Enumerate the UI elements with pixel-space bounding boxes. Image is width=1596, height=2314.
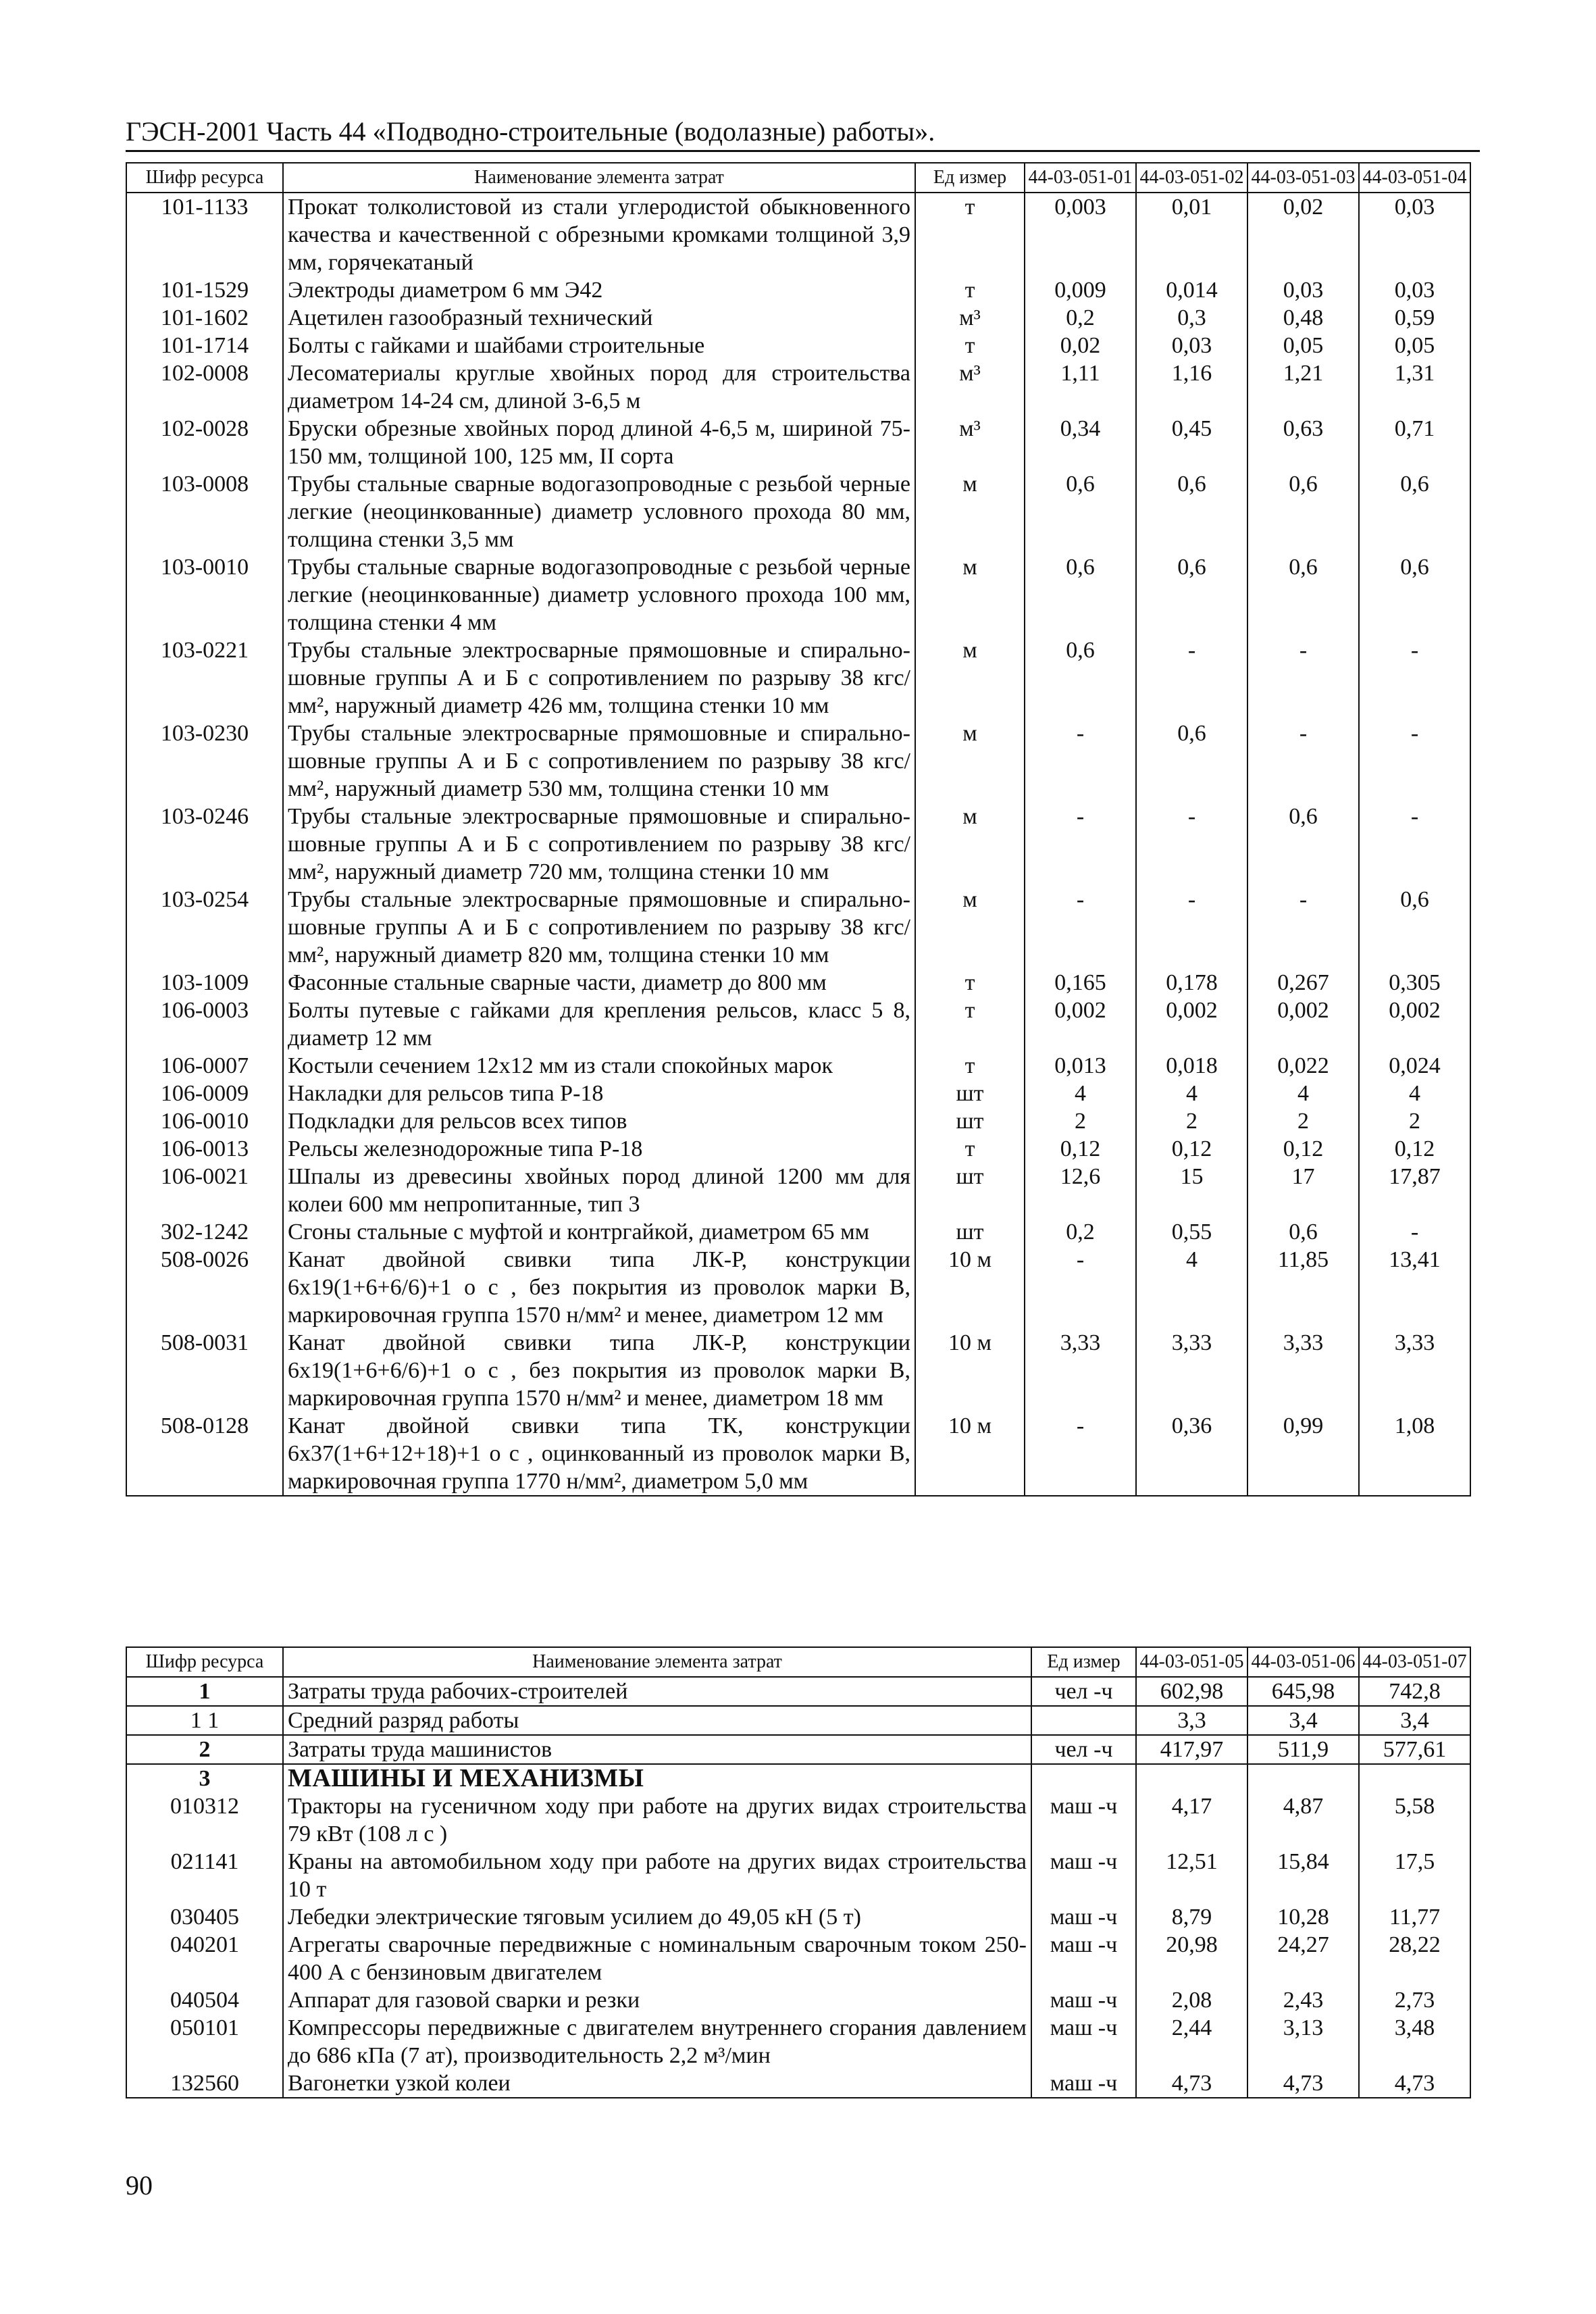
resource-unit: маш -ч [1031,1848,1136,1903]
column-header-name: Наименование элемента затрат [283,1647,1031,1677]
norm-value-v1: 0,013 [1025,1052,1136,1080]
norm-value-v1: 0,009 [1025,276,1136,304]
norm-value-v4: - [1359,1218,1470,1246]
resource-code: 103-0221 [126,636,283,720]
resource-code: 106-0021 [126,1163,283,1218]
table-row [126,1163,1470,1218]
norm-value-v1: 0,6 [1025,553,1136,636]
resource-unit: т [915,1052,1025,1080]
resource-unit: чел -ч [1031,1677,1136,1706]
resource-name: Затраты труда машинистов [283,1735,1031,1764]
resource-unit: т [915,193,1025,276]
norm-value-v2: 4 [1136,1080,1247,1107]
column-header-v2: 44-03-051-02 [1136,163,1247,193]
resource-code: 106-0003 [126,997,283,1052]
table-row [126,1931,1470,1986]
resource-name: Фасонные стальные сварные части, диаметр до 800 мм [283,969,915,997]
norm-value-v3: - [1247,720,1359,803]
resource-name: Рельсы железнодорожные типа Р-18 [283,1135,915,1163]
norm-value-v3: 0,6 [1247,803,1359,886]
norm-value-v4: 13,41 [1359,1246,1470,1329]
norm-value-v4: 0,6 [1359,470,1470,553]
norm-value-v3: 0,02 [1247,193,1359,276]
column-header-v4: 44-03-051-04 [1359,163,1470,193]
resource-unit: т [915,332,1025,359]
resource-code: 103-1009 [126,969,283,997]
norm-value-v2: 10,28 [1247,1903,1359,1931]
page-number: 90 [126,2170,153,2200]
resource-code: 030405 [126,1903,283,1931]
norm-value-v2: - [1136,886,1247,969]
norm-value-v3: 0,48 [1247,304,1359,332]
table-header-row [126,1647,1470,1677]
norm-value-v3: 4,73 [1359,2069,1470,2098]
norm-value-v3: 3,33 [1247,1329,1359,1412]
norm-value-v4: 2 [1359,1107,1470,1135]
column-header-v3: 44-03-051-03 [1247,163,1359,193]
resource-code: 103-0246 [126,803,283,886]
resource-name: Лесоматериалы круглые хвойных пород для строительства диаметром 14-24 см, длиной 3-6,5 м [283,359,915,415]
norm-value-v3: 3,48 [1359,2014,1470,2069]
norm-value-v4: 0,03 [1359,276,1470,304]
resource-name: Подкладки для рельсов всех типов [283,1107,915,1135]
table-row [126,1218,1470,1246]
norm-value-v4: 0,03 [1359,193,1470,276]
table-row [126,720,1470,803]
norm-value-v3: 0,12 [1247,1135,1359,1163]
norm-value-v3 [1359,1764,1470,1792]
norm-value-v1: 417,97 [1136,1735,1247,1764]
resource-unit: чел -ч [1031,1735,1136,1764]
resource-unit: м [915,720,1025,803]
norm-value-v4: 0,12 [1359,1135,1470,1163]
resource-name: Тракторы на гусеничном ходу при работе на других видах строительства 79 кВт (108 л с ) [283,1792,1031,1848]
norm-value-v3: 11,85 [1247,1246,1359,1329]
resource-code: 1 [126,1677,283,1706]
resource-unit: маш -ч [1031,1986,1136,2014]
table-row [126,1677,1470,1706]
norm-value-v3: 2 [1247,1107,1359,1135]
norm-value-v2: 0,12 [1136,1135,1247,1163]
table-row [126,1848,1470,1903]
norm-value-v2: 3,4 [1247,1706,1359,1735]
norm-value-v2: 4 [1136,1246,1247,1329]
norm-value-v2: 4,87 [1247,1792,1359,1848]
resource-unit: шт [915,1107,1025,1135]
norm-value-v4: - [1359,720,1470,803]
table-row [126,1735,1470,1764]
norm-value-v4: 0,71 [1359,415,1470,470]
norm-value-v1: 12,51 [1136,1848,1247,1903]
norm-value-v2: 15,84 [1247,1848,1359,1903]
norm-value-v4: 1,08 [1359,1412,1470,1496]
norm-value-v3: 0,6 [1247,470,1359,553]
resource-name: Затраты труда рабочих-строителей [283,1677,1031,1706]
norm-value-v1: 0,2 [1025,1218,1136,1246]
resource-unit: маш -ч [1031,1792,1136,1848]
resource-code: 103-0230 [126,720,283,803]
norm-value-v1: - [1025,886,1136,969]
norm-value-v1: 3,33 [1025,1329,1136,1412]
norm-value-v1: 0,6 [1025,636,1136,720]
norm-value-v3: 0,6 [1247,553,1359,636]
norm-value-v2: 1,16 [1136,359,1247,415]
resource-name: Трубы стальные сварные водогазопроводные с резьбой черные легкие (неоцинкованные) диаметр условного прохода 100 мм, толщина стенки 4 мм [283,553,915,636]
resource-unit: шт [915,1163,1025,1218]
resource-unit: м [915,636,1025,720]
norm-value-v4: 0,305 [1359,969,1470,997]
resource-code: 102-0008 [126,359,283,415]
table-row [126,1080,1470,1107]
resource-name: Аппарат для газовой сварки и резки [283,1986,1031,2014]
resource-unit: маш -ч [1031,2014,1136,2069]
table-row [126,886,1470,969]
norm-value-v3: 17 [1247,1163,1359,1218]
resource-name: Компрессоры передвижные с двигателем внутреннего сгорания давлением до 686 кПа (7 ат), производительность 2,2 м³/мин [283,2014,1031,2069]
resource-unit: м [915,470,1025,553]
page-header: ГЭСН-2001 Часть 44 «Подводно-строительные (водолазные) работы». [126,116,935,147]
norm-value-v4: - [1359,636,1470,720]
resource-code: 508-0128 [126,1412,283,1496]
resource-unit: маш -ч [1031,1903,1136,1931]
table-row [126,2069,1470,2098]
resource-name: МАШИНЫ И МЕХАНИЗМЫ [283,1764,1031,1792]
norm-value-v1: 4 [1025,1080,1136,1107]
norm-value-v2: 3,33 [1136,1329,1247,1412]
norm-value-v3: 0,6 [1247,1218,1359,1246]
norm-value-v1: 4,17 [1136,1792,1247,1848]
norm-value-v1: 20,98 [1136,1931,1247,1986]
norm-value-v2: 2,43 [1247,1986,1359,2014]
norm-value-v1: - [1025,803,1136,886]
resource-unit: шт [915,1218,1025,1246]
table-header-row [126,163,1470,193]
table-row [126,193,1470,276]
resource-name: Агрегаты сварочные передвижные с номинальным сварочным током 250-400 А с бензиновым двигателем [283,1931,1031,1986]
resource-code: 010312 [126,1792,283,1848]
resource-code: 101-1602 [126,304,283,332]
norm-value-v1: 4,73 [1136,2069,1247,2098]
norm-value-v3: 577,61 [1359,1735,1470,1764]
resource-unit: т [915,969,1025,997]
table-row [126,1107,1470,1135]
norm-value-v1: 0,6 [1025,470,1136,553]
resource-name: Костыли сечением 12x12 мм из стали спокойных марок [283,1052,915,1080]
norm-value-v3: 3,4 [1359,1706,1470,1735]
resource-code: 103-0010 [126,553,283,636]
resource-code: 106-0007 [126,1052,283,1080]
norm-value-v3: 4 [1247,1080,1359,1107]
resource-unit: м³ [915,415,1025,470]
norm-value-v1: - [1025,720,1136,803]
resource-unit: маш -ч [1031,1931,1136,1986]
norm-value-v3: - [1247,886,1359,969]
norm-value-v3: 742,8 [1359,1677,1470,1706]
resource-unit: т [915,997,1025,1052]
norm-value-v1: 8,79 [1136,1903,1247,1931]
norm-value-v2: 2 [1136,1107,1247,1135]
column-header-code: Шифр ресурса [126,163,283,193]
norm-value-v2: 0,6 [1136,553,1247,636]
resource-code: 101-1133 [126,193,283,276]
norm-value-v3: 11,77 [1359,1903,1470,1931]
table-row [126,1903,1470,1931]
resource-unit: м³ [915,304,1025,332]
resource-name: Краны на автомобильном ходу при работе на других видах строительства 10 т [283,1848,1031,1903]
norm-value-v2: 0,6 [1136,470,1247,553]
table-row [126,276,1470,304]
resource-name: Прокат толколистовой из стали углеродистой обыкновенного качества и качественной с обрезными кромками толщиной 3,9 мм, горячекатаный [283,193,915,276]
resource-unit: шт [915,1080,1025,1107]
table-row [126,1246,1470,1329]
table-row [126,470,1470,553]
norm-value-v3: 1,21 [1247,359,1359,415]
resource-code: 106-0009 [126,1080,283,1107]
resource-code: 508-0031 [126,1329,283,1412]
resource-unit: м [915,553,1025,636]
table-row [126,997,1470,1052]
table-row [126,304,1470,332]
norm-value-v1: 0,002 [1025,997,1136,1052]
resource-code: 508-0026 [126,1246,283,1329]
resource-code: 3 [126,1764,283,1792]
resource-unit: м³ [915,359,1025,415]
norm-value-v2: 0,6 [1136,720,1247,803]
norm-value-v1: 12,6 [1025,1163,1136,1218]
norm-value-v1: 1,11 [1025,359,1136,415]
table-row [126,553,1470,636]
resource-name: Средний разряд работы [283,1706,1031,1735]
resource-name: Электроды диаметром 6 мм Э42 [283,276,915,304]
norm-value-v2: 0,03 [1136,332,1247,359]
resource-unit: 10 м [915,1412,1025,1496]
norm-value-v4: 0,6 [1359,886,1470,969]
resource-code: 021141 [126,1848,283,1903]
norm-value-v1 [1136,1764,1247,1792]
norm-value-v4: - [1359,803,1470,886]
norm-value-v3: 17,5 [1359,1848,1470,1903]
table-row [126,803,1470,886]
resource-unit: 10 м [915,1246,1025,1329]
resource-name: Трубы стальные электросварные прямошовные и спирально-шовные группы А и Б с сопротивлением по разрыву 38 кгс/мм², наружный диаметр 426 мм, толщина стенки 10 мм [283,636,915,720]
norm-value-v2: 0,45 [1136,415,1247,470]
resource-name: Вагонетки узкой колеи [283,2069,1031,2098]
norm-value-v1: 602,98 [1136,1677,1247,1706]
norm-value-v3: 5,58 [1359,1792,1470,1848]
resource-unit: м [915,803,1025,886]
norm-value-v1: 2,08 [1136,1986,1247,2014]
resource-name: Ацетилен газообразный технический [283,304,915,332]
resource-code: 102-0028 [126,415,283,470]
resource-unit [1031,1764,1136,1792]
norm-value-v2: 0,014 [1136,276,1247,304]
resource-name: Сгоны стальные с муфтой и контргайкой, диаметром 65 мм [283,1218,915,1246]
resource-name: Лебедки электрические тяговым усилием до 49,05 кН (5 т) [283,1903,1031,1931]
resource-name: Трубы стальные электросварные прямошовные и спирально-шовные группы А и Б с сопротивлением по разрыву 38 кгс/мм², наружный диаметр 720 мм, толщина стенки 10 мм [283,803,915,886]
norm-value-v2: 0,55 [1136,1218,1247,1246]
norm-value-v2: - [1136,803,1247,886]
resource-code: 040201 [126,1931,283,1986]
norm-value-v3: 0,63 [1247,415,1359,470]
norm-value-v4: 0,024 [1359,1052,1470,1080]
norm-value-v4: 3,33 [1359,1329,1470,1412]
column-header-unit: Ед измер [1031,1647,1136,1677]
norm-value-v1: - [1025,1412,1136,1496]
norm-value-v3: - [1247,636,1359,720]
resource-name: Накладки для рельсов типа Р-18 [283,1080,915,1107]
table-row [126,415,1470,470]
resource-code: 050101 [126,2014,283,2069]
resource-code: 106-0010 [126,1107,283,1135]
norm-value-v4: 17,87 [1359,1163,1470,1218]
norm-value-v1: 0,12 [1025,1135,1136,1163]
resource-code: 101-1529 [126,276,283,304]
resource-name: Болты с гайками и шайбами строительные [283,332,915,359]
table-row [126,1792,1470,1848]
norm-value-v1: - [1025,1246,1136,1329]
column-header-v1: 44-03-051-05 [1136,1647,1247,1677]
norm-value-v3: 0,05 [1247,332,1359,359]
norm-value-v1: 0,34 [1025,415,1136,470]
resource-name: Бруски обрезные хвойных пород длиной 4-6,5 м, шириной 75-150 мм, толщиной 100, 125 мм, II сорта [283,415,915,470]
column-header-unit: Ед измер [915,163,1025,193]
norm-value-v2: 0,018 [1136,1052,1247,1080]
table-row [126,1329,1470,1412]
column-header-name: Наименование элемента затрат [283,163,915,193]
resource-name: Шпалы из древесины хвойных пород длиной 1200 мм для колеи 600 мм непропитанные, тип 3 [283,1163,915,1218]
norm-value-v2: 645,98 [1247,1677,1359,1706]
resource-unit: т [915,276,1025,304]
column-header-code: Шифр ресурса [126,1647,283,1677]
resource-code: 132560 [126,2069,283,2098]
labor-table [126,1646,1471,2098]
norm-value-v4: 0,002 [1359,997,1470,1052]
norm-value-v2: 0,002 [1136,997,1247,1052]
norm-value-v2: 24,27 [1247,1931,1359,1986]
norm-value-v1: 0,2 [1025,304,1136,332]
norm-value-v3: 28,22 [1359,1931,1470,1986]
resource-name: Канат двойной свивки типа ЛК-Р, конструкции 6x19(1+6+6/6)+1 о с , без покрытия из проволок марки В, маркировочная группа 1570 н/мм² и менее, диаметром 18 мм [283,1329,915,1412]
resource-unit: т [915,1135,1025,1163]
norm-value-v1: 2,44 [1136,2014,1247,2069]
column-header-v3: 44-03-051-07 [1359,1647,1470,1677]
resource-code: 106-0013 [126,1135,283,1163]
column-header-v1: 44-03-051-01 [1025,163,1136,193]
norm-value-v1: 2 [1025,1107,1136,1135]
norm-value-v4: 0,6 [1359,553,1470,636]
norm-value-v2: 0,01 [1136,193,1247,276]
table-row [126,1986,1470,2014]
norm-value-v4: 4 [1359,1080,1470,1107]
table-row [126,359,1470,415]
resource-name: Канат двойной свивки типа ТК, конструкции 6x37(1+6+12+18)+1 о с , оцинкованный из проволок марки В, маркировочная группа 1770 н/мм², диаметром 5,0 мм [283,1412,915,1496]
column-header-v2: 44-03-051-06 [1247,1647,1359,1677]
norm-value-v1: 0,165 [1025,969,1136,997]
norm-value-v3: 0,267 [1247,969,1359,997]
norm-value-v2: - [1136,636,1247,720]
resource-code: 040504 [126,1986,283,2014]
norm-value-v4: 0,59 [1359,304,1470,332]
resource-code: 1 1 [126,1706,283,1735]
resource-name: Болты путевые с гайками для крепления рельсов, класс 5 8, диаметр 12 мм [283,997,915,1052]
table-row [126,1052,1470,1080]
resource-code: 2 [126,1735,283,1764]
norm-value-v3: 0,022 [1247,1052,1359,1080]
table-row [126,969,1470,997]
norm-value-v3: 2,73 [1359,1986,1470,2014]
table-row [126,1412,1470,1496]
resource-code: 101-1714 [126,332,283,359]
resource-code: 103-0008 [126,470,283,553]
resource-unit [1031,1706,1136,1735]
resource-unit: м [915,886,1025,969]
resource-code: 103-0254 [126,886,283,969]
resource-name: Канат двойной свивки типа ЛК-Р, конструкции 6x19(1+6+6/6)+1 о с , без покрытия из проволок марки В, маркировочная группа 1570 н/мм² и менее, диаметром 12 мм [283,1246,915,1329]
norm-value-v2 [1247,1764,1359,1792]
resource-name: Трубы стальные электросварные прямошовные и спирально-шовные группы А и Б с сопротивлением по разрыву 38 кгс/мм², наружный диаметр 820 мм, толщина стенки 10 мм [283,886,915,969]
resource-name: Трубы стальные сварные водогазопроводные с резьбой черные легкие (неоцинкованные) диаметр условного прохода 80 мм, толщина стенки 3,5 мм [283,470,915,553]
table-row [126,636,1470,720]
table-row [126,2014,1470,2069]
norm-value-v3: 0,002 [1247,997,1359,1052]
header-rule [126,150,1480,152]
norm-value-v2: 15 [1136,1163,1247,1218]
norm-value-v2: 0,36 [1136,1412,1247,1496]
norm-value-v1: 3,3 [1136,1706,1247,1735]
norm-value-v1: 0,003 [1025,193,1136,276]
norm-value-v2: 3,13 [1247,2014,1359,2069]
norm-value-v2: 4,73 [1247,2069,1359,2098]
norm-value-v2: 511,9 [1247,1735,1359,1764]
resource-unit: маш -ч [1031,2069,1136,2098]
norm-value-v4: 1,31 [1359,359,1470,415]
norm-value-v3: 0,03 [1247,276,1359,304]
materials-table [126,162,1471,1496]
table-row [126,1706,1470,1735]
norm-value-v2: 0,178 [1136,969,1247,997]
norm-value-v2: 0,3 [1136,304,1247,332]
table-row [126,1764,1470,1792]
resource-name: Трубы стальные электросварные прямошовные и спирально-шовные группы А и Б с сопротивлением по разрыву 38 кгс/мм², наружный диаметр 530 мм, толщина стенки 10 мм [283,720,915,803]
norm-value-v3: 0,99 [1247,1412,1359,1496]
table-row [126,332,1470,359]
resource-code: 302-1242 [126,1218,283,1246]
resource-unit: 10 м [915,1329,1025,1412]
norm-value-v1: 0,02 [1025,332,1136,359]
norm-value-v4: 0,05 [1359,332,1470,359]
table-row [126,1135,1470,1163]
